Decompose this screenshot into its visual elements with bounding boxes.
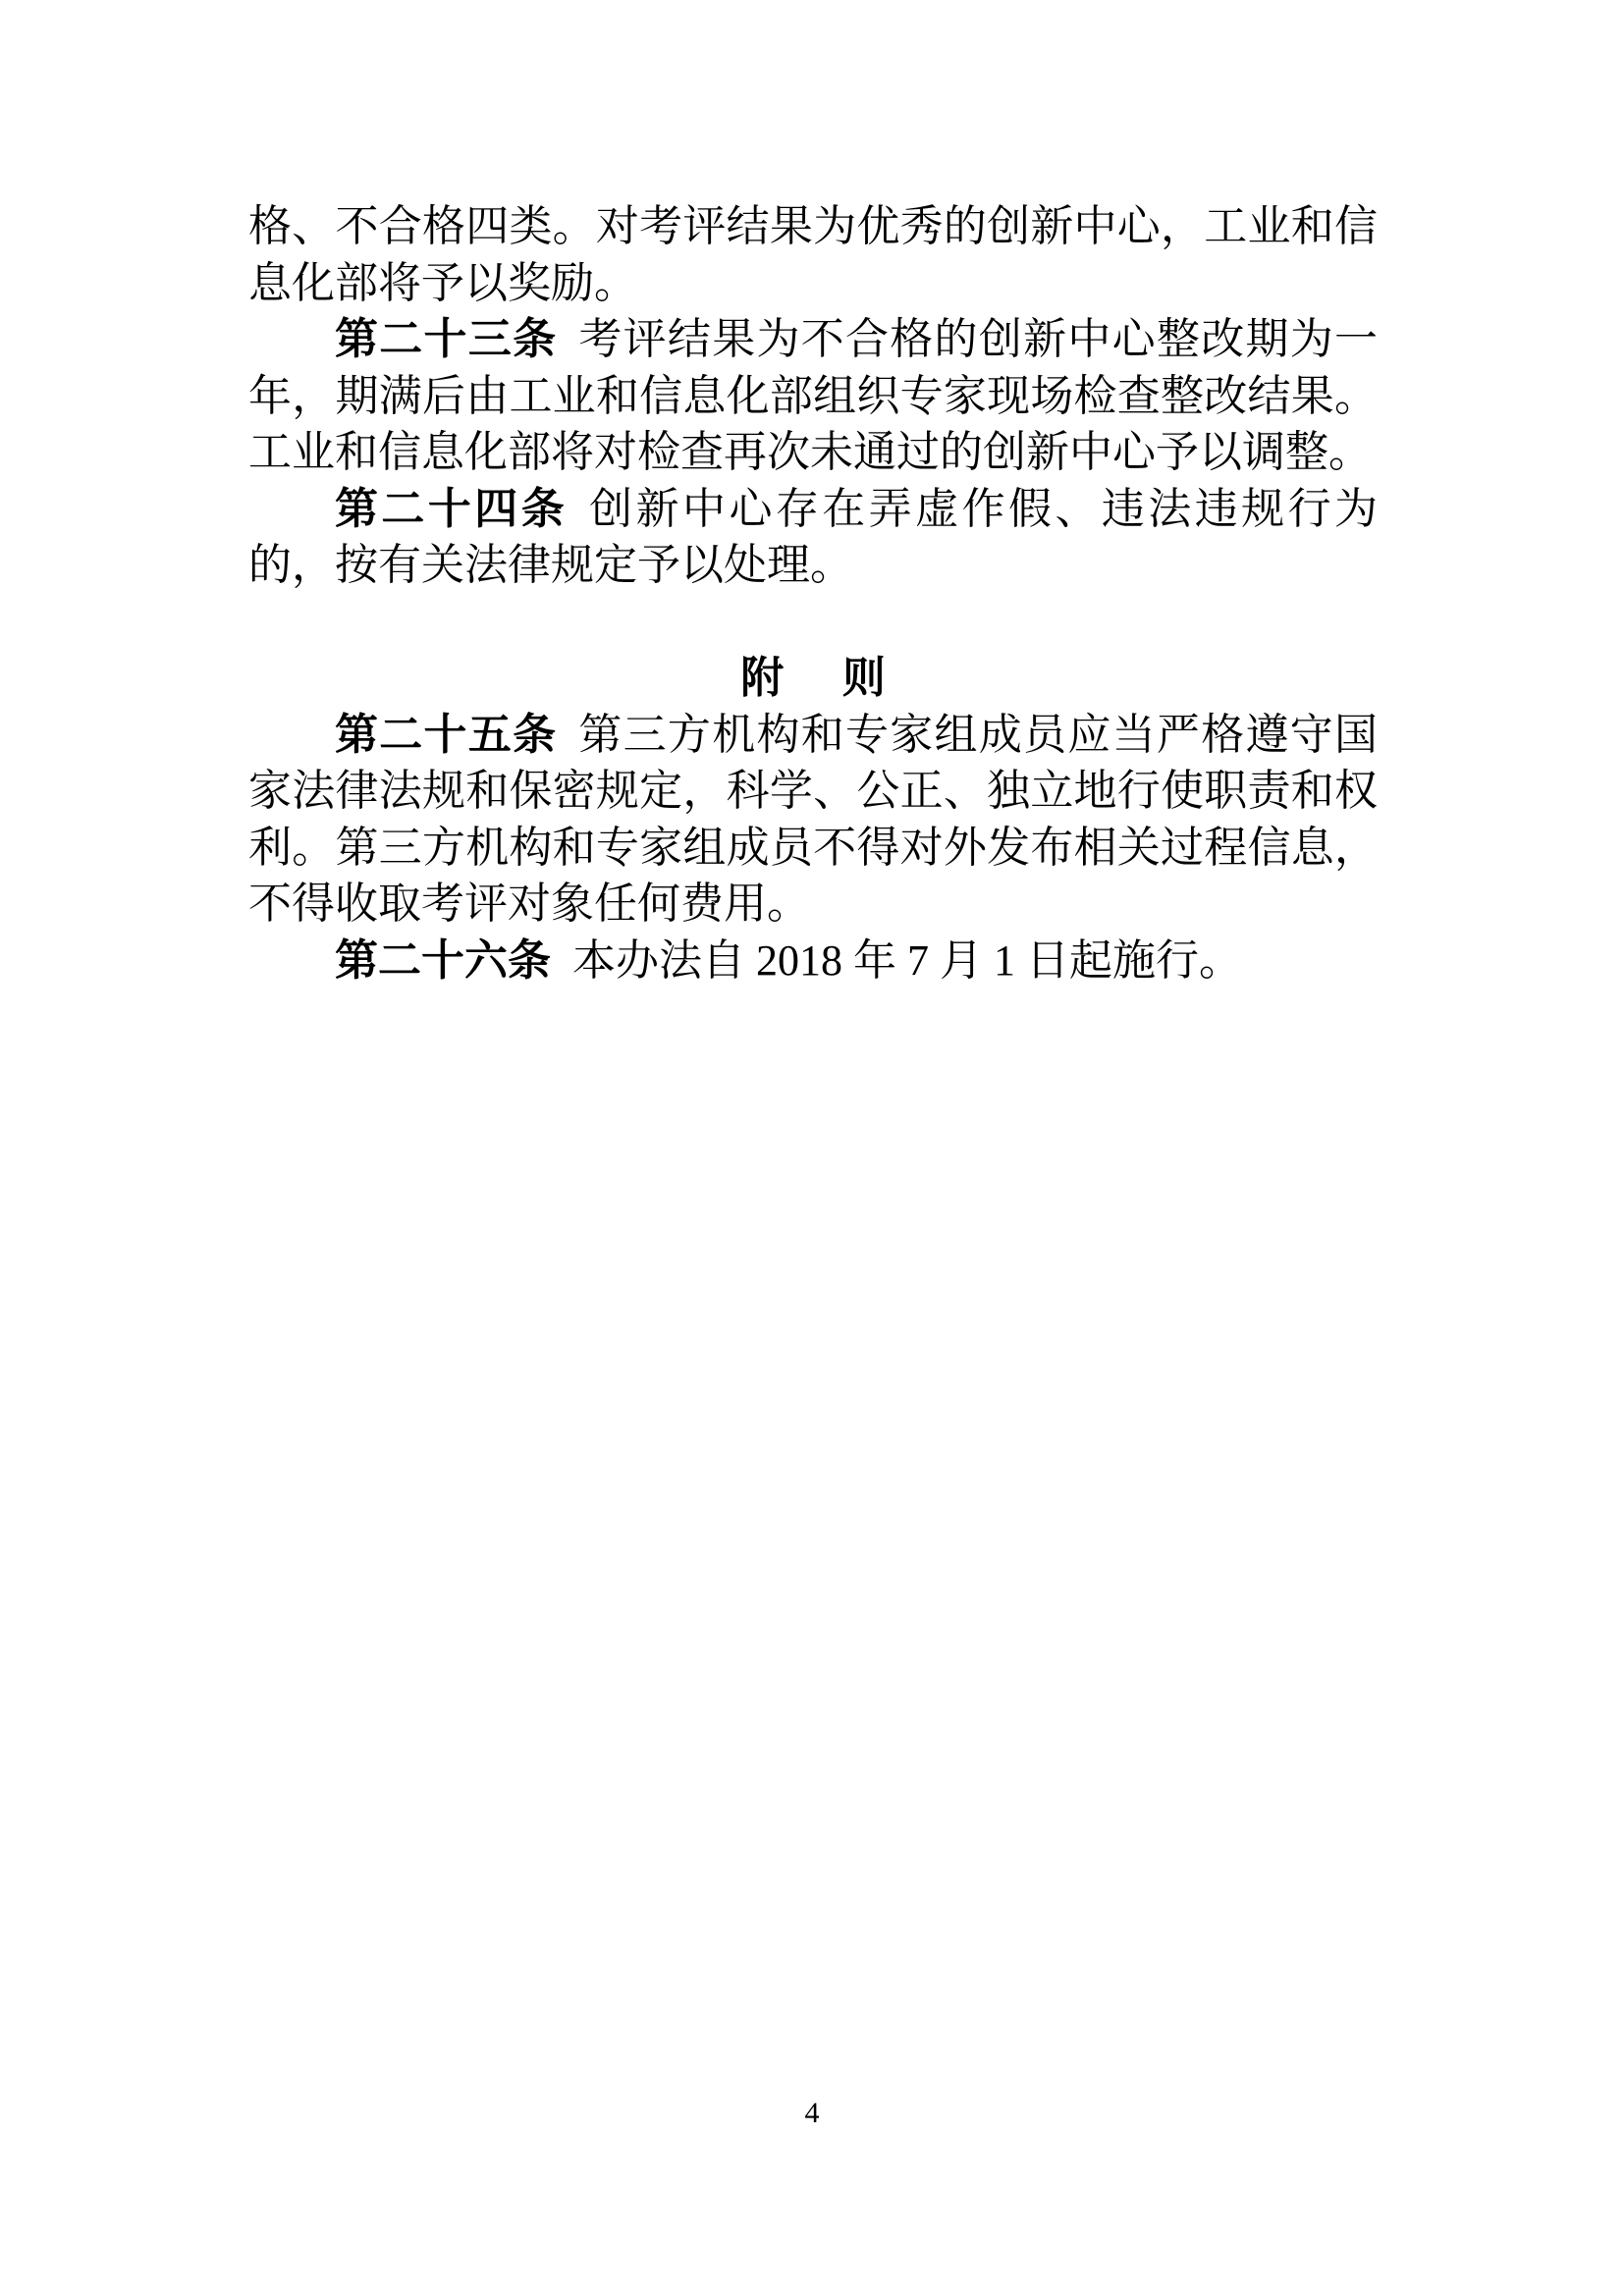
paragraph-text: 创新中心存在弄虚作假、违法违规行为的，按有关法律规定予以处理。 xyxy=(248,484,1379,589)
paragraph xyxy=(248,933,1378,989)
article-label: 第二十三条 xyxy=(335,315,558,363)
article-label: 第二十六条 xyxy=(335,935,551,985)
section-heading: 附 则 xyxy=(740,654,886,702)
paragraph xyxy=(248,311,1378,481)
article-label: 第二十五条 xyxy=(335,710,558,759)
page-number: 4 xyxy=(804,2097,820,2129)
article-label: 第二十四条 xyxy=(335,484,568,533)
paragraph-text: 本办法自 2018 年 7 月 1 日起施行。 xyxy=(572,935,1242,985)
paragraph xyxy=(248,198,1378,311)
paragraph-text: 考评结果为不合格的创新中心整改期为一年，期满后由工业和信息化部组织专家现场检查整改结果。工业和信息化部将对检查再次未通过的创新中心予以调整。 xyxy=(248,315,1379,476)
paragraph xyxy=(248,481,1378,594)
paragraph-text: 第三方机构和专家组成员应当严格遵守国家法律法规和保密规定，科学、公正、独立地行使职责和权利。第三方机构和专家组成员不得对外发布相关过程信息，不得收取考评对象任何费用。 xyxy=(248,710,1379,928)
paragraph xyxy=(248,707,1378,933)
paragraph-text: 格、不合格四类。对考评结果为优秀的创新中心，工业和信息化部将予以奖励。 xyxy=(248,202,1378,307)
document-content xyxy=(248,198,1378,988)
